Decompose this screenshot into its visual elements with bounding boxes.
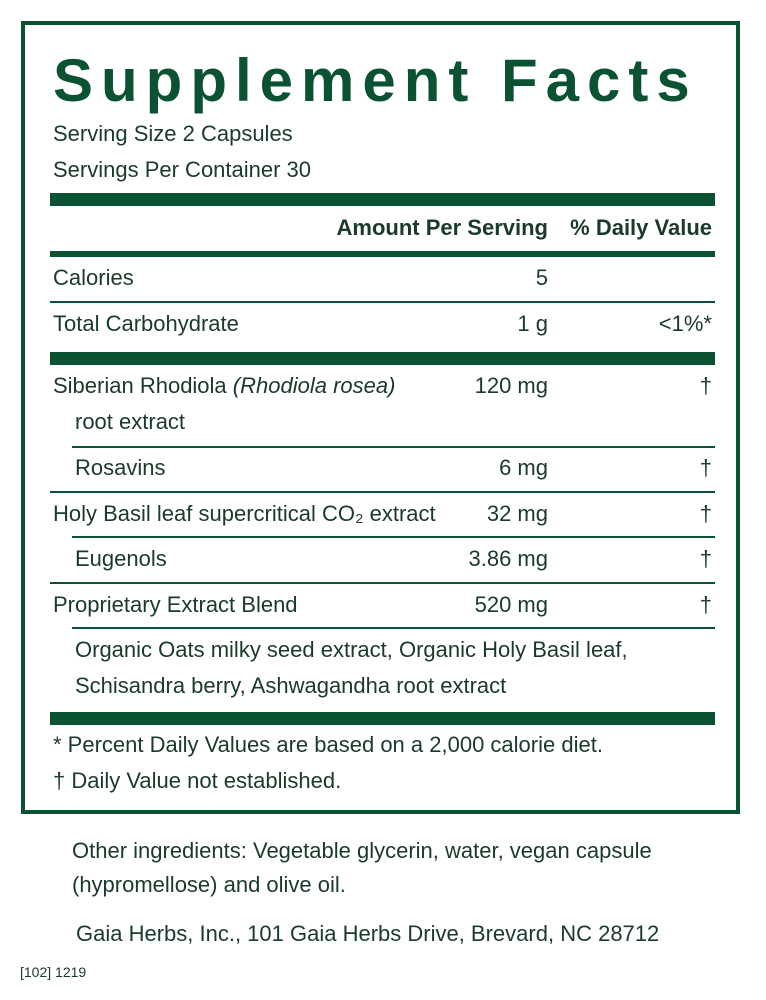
other-ingredients-line2: (hypromellose) and olive oil. xyxy=(72,872,346,897)
row-amount: 3.86 mg xyxy=(468,546,548,571)
row-divider xyxy=(50,582,715,584)
thick-divider xyxy=(50,352,715,365)
row-divider xyxy=(72,536,715,538)
row-divider xyxy=(72,446,715,448)
supplement-facts-panel xyxy=(21,21,740,814)
blend-ingredients-line1: Organic Oats milky seed extract, Organic Holy Basil leaf, xyxy=(75,637,628,662)
row-divider xyxy=(50,491,715,493)
row-label-common: Siberian Rhodiola xyxy=(53,373,227,398)
servings-per-container: Servings Per Container 30 xyxy=(53,157,312,182)
row-divider xyxy=(72,627,715,629)
row-label-continued: root extract xyxy=(75,409,186,434)
row-dv: † xyxy=(699,501,712,526)
row-label xyxy=(53,373,395,399)
row-label: Eugenols xyxy=(75,546,167,571)
medium-divider xyxy=(50,251,715,257)
row-dv: † xyxy=(699,546,712,571)
row-dv: † xyxy=(699,455,712,480)
blend-ingredients-line2: Schisandra berry, Ashwagandha root extract xyxy=(75,673,507,698)
footnote-not-established: † Daily Value not established. xyxy=(53,768,342,793)
row-label: Total Carbohydrate xyxy=(53,311,239,336)
row-dv: † xyxy=(699,592,712,617)
row-amount: 32 mg xyxy=(486,501,548,526)
panel-title: Supplement Facts xyxy=(53,47,698,114)
company-address: Gaia Herbs, Inc., 101 Gaia Herbs Drive, Brevard, NC 28712 xyxy=(76,921,660,946)
row-label: Calories xyxy=(53,265,134,290)
row-amount: 520 mg xyxy=(474,592,548,617)
thick-divider xyxy=(50,193,715,206)
header-dv: % Daily Value xyxy=(570,215,712,240)
row-divider xyxy=(50,301,715,303)
row-label: Rosavins xyxy=(75,455,166,480)
footnote-daily-values: * Percent Daily Values are based on a 2,000 calorie diet. xyxy=(53,732,603,757)
row-amount: 5 xyxy=(535,265,548,290)
header-amount: Amount Per Serving xyxy=(336,215,548,240)
row-amount: 6 mg xyxy=(499,455,548,480)
row-label: Holy Basil leaf supercritical CO₂ extract xyxy=(53,501,436,526)
row-amount: 1 g xyxy=(517,311,548,336)
label-code: [102] 1219 xyxy=(20,964,87,980)
row-label: Proprietary Extract Blend xyxy=(53,592,298,617)
row-dv: † xyxy=(699,373,712,398)
other-ingredients-line1: Other ingredients: Vegetable glycerin, water, vegan capsule xyxy=(72,838,652,863)
thick-divider xyxy=(50,712,715,725)
row-dv: <1%* xyxy=(658,311,712,336)
serving-size: Serving Size 2 Capsules xyxy=(53,121,293,146)
row-amount: 120 mg xyxy=(474,373,548,398)
row-label-latin: (Rhodiola rosea) xyxy=(232,373,396,398)
